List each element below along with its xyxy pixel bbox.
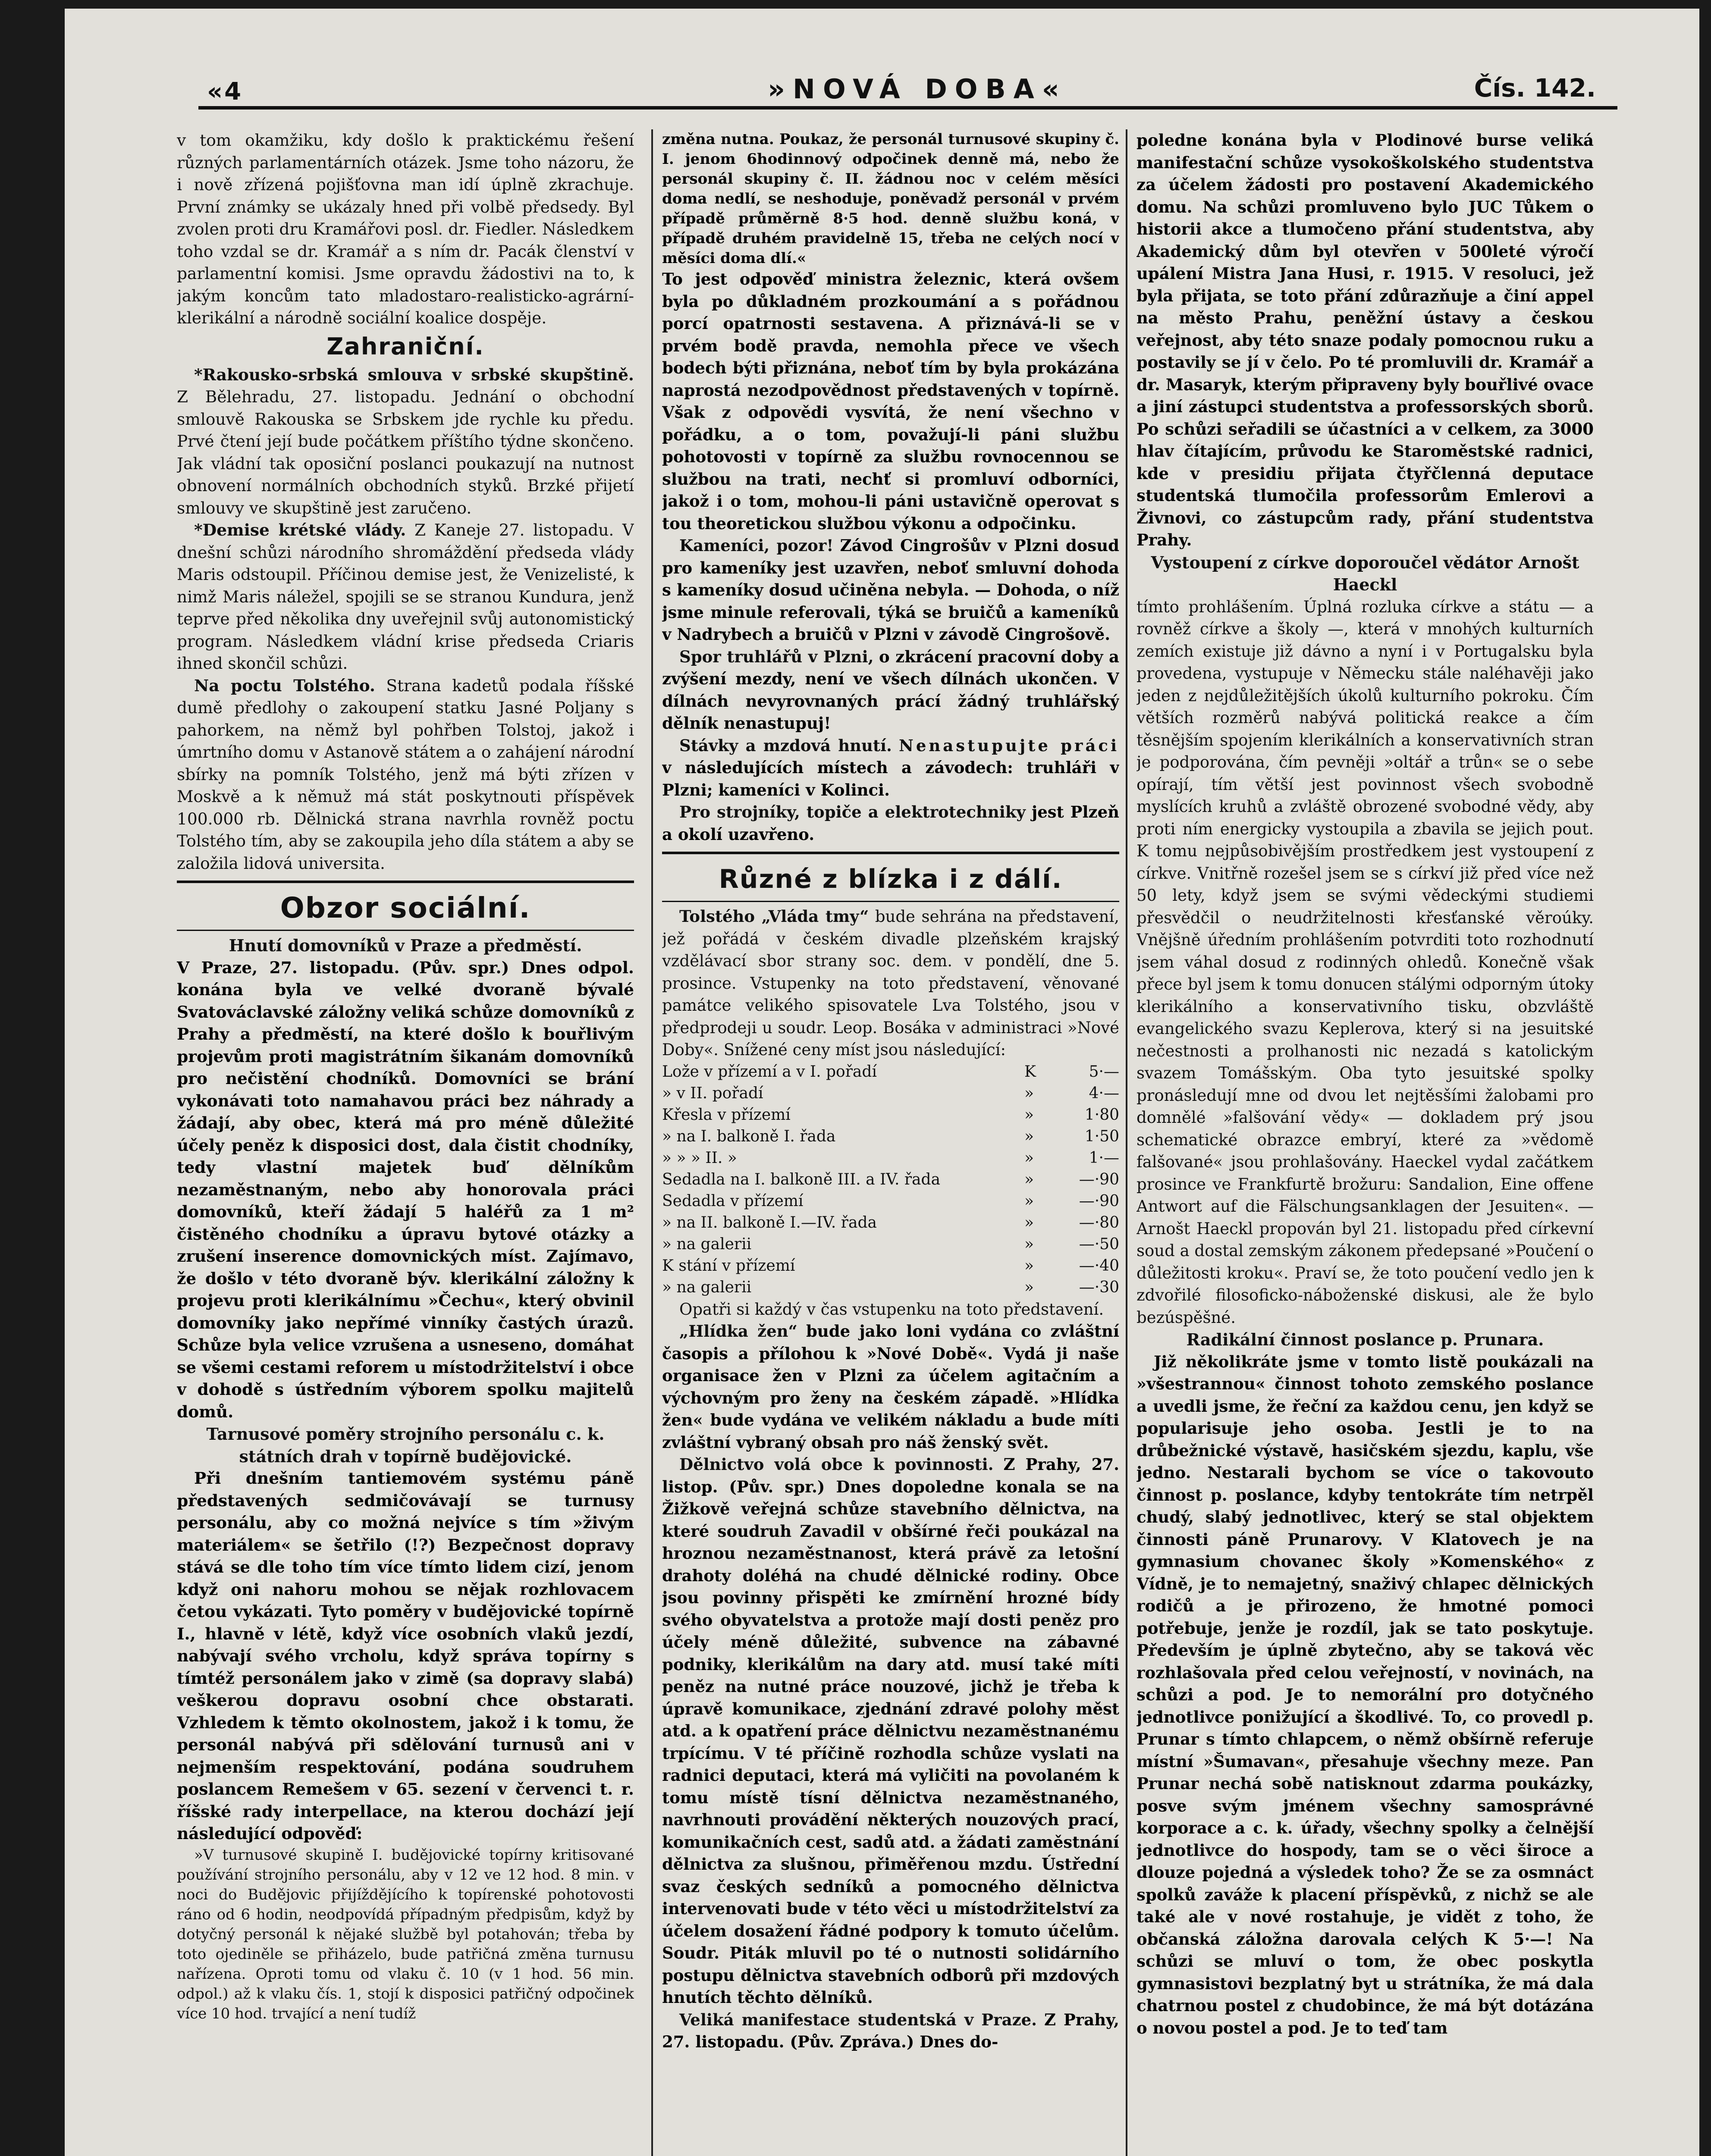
price-value: —·40 xyxy=(1079,1257,1119,1275)
price-currency: » xyxy=(1024,1257,1034,1275)
price-value: —·80 xyxy=(1079,1213,1119,1232)
article-title: Vystoupení z církve doporoučel vědátor Arnošt Haeckl xyxy=(1151,552,1579,594)
article-paragraph: změna nutna. Poukaz, že personál turnusové skupiny č. I. jenom 6hodinnový odpočinek denně má, nebo že personál skupiny č. II. žádnou noc v celém měsíci doma nedlí, se neshoduje, poněvadž personál v prvém případě průměrně 8·5 hod. denně službu koná, v případě druhém pravidelně 15, třeba ne celých nocí v měsíci doma dlí.« xyxy=(662,131,1119,267)
article-text: bude jako loni vydána co zvláštní časopis a přílohou k »Nové Době«. Vydá ji naše organisace žen v Plzni za účelem agitačním a výchovným pro ženy na českém západě. »Hlídka žen« bude vydána ve velikém nákladu a bude míti zvláštní vybraný obsah pro náš ženský svět. xyxy=(662,1322,1119,1452)
price-label: Křesla v přízemí xyxy=(662,1106,791,1124)
price-value: 1·50 xyxy=(1084,1127,1119,1145)
newspaper-title: »NOVÁ DOBA« xyxy=(768,73,1067,105)
price-label: » » » II. » xyxy=(662,1149,737,1167)
article-text: Strana kadetů podala říšské dumě předlohy o zakoupení statku Jasné Poljany s pahorkem, na němž byl pohřben Tolstoj, jakož i úmrtního domu v Astanově státem a o zahájení národní sbírky na pomník Tolstého, jenž má býti zřízen v Moskvě a k němuž má stát poskytnouti příspěvek 100.000 rb. Dělnická strana navrhla rovněž poctu Tolstého tím, aby se zakoupila jeho díla státem a aby se založila lidová universita. xyxy=(177,676,634,873)
price-label: » na II. balkoně I.—IV. řada xyxy=(662,1213,877,1232)
price-row xyxy=(662,1104,1119,1126)
price-currency: » xyxy=(1024,1084,1034,1102)
article-paragraph xyxy=(662,906,1119,1061)
section-divider xyxy=(177,881,634,883)
section-divider xyxy=(662,901,1119,902)
price-currency: » xyxy=(1024,1149,1034,1167)
article-text: bude sehrána na představení, jež pořádá v českém divadle plzeňském krajský vzdělávací sbor strany soc. dem. v pondělí, dne 5. prosince. Vstupenky na toto představení, věnované památce velikého spisovatele Lva Tolstého, jsou v předprodeji u soudr. Leop. Bosáka v administraci »Nové Doby«. Snížené ceny míst jsou následující: xyxy=(662,907,1119,1059)
article-paragraph xyxy=(177,364,634,520)
price-row xyxy=(662,1277,1119,1298)
price-value: —·50 xyxy=(1079,1235,1119,1253)
price-row xyxy=(662,1255,1119,1277)
article-text: v následujících místech a závodech: truhláři v Plzni; kameníci v Kolinci. xyxy=(662,758,1119,799)
article-text: Z Bělehradu, 27. listopadu. Jednání o obchodní smlouvě Rakouska se Srbskem jde rychle ku předu. Prvé čtení její bude počátkem příštího týdne skončeno. Jak vládní tak oposiční poslanci poukazují na nutnost obnovení normálních obchodních styků. Brzké přijetí smlouvy ve skupštině jest zaručeno. xyxy=(177,387,634,517)
price-currency: K xyxy=(1024,1062,1036,1081)
article-text: Z Prahy, 27. listop. (Pův. spr.) Dnes dopoledne konala se na Žižkově veřejná schůze stavebního dělnictva, na které soudruh Zavadil v obšírné řeči poukázal na hroznou nezaměstnanost, která právě za letošní drahoty doléhá na chudé dělnické rodiny. Obce jsou povinny přispěti ke zmírnění hrozné bídy svého obyvatelstva a protože mají dosti peněz pro účely méně důležité, subvence na zábavné podniky, klerikálům na dary atd. musí také míti peněz na nutné práce nouzové, jichž je třeba k úpravě komunikace, zjednání zdravé polohy měst atd. a k opatření práce dělnictvu nezaměstnanému trpícímu. V té příčině rozhodla schůze vyslati na radnici deputaci, která má vyličiti na povolaném k tomu místě tísní dělnictva nezaměstnaného, navrhnouti provádění některých nouzových prací, komunikačních cest, sadů atd. a žádati zaměstnání dělnictva za slušnou, přiměřenou mzdu. Ústřední svaz českých sedníků a pomocného dělnictva intervenovati bude v této věci u místodržitelství za účelem dosažení řádné podpory k tomuto účelům. Soudr. Piták mluvil po té o nutnosti solidárního postupu dělnictva stavebních odborů při mzdových hnutích těchto dělníků. xyxy=(662,1455,1119,2007)
price-value: 1·— xyxy=(1089,1149,1119,1167)
article-paragraph: To jest odpověď ministra železnic, která ovšem byla po důkladném prozkoumání a s pořádnou porcí opatrnosti sestavena. A přiznává-li se v prvém bodě pravda, nemohla přece ve všech bodech býti přiznána, neboť tím by byla prokázána naprostá nezodpovědnost představených v topírně. Však z odpovědi vysvítá, že není všechno v pořádku, a o tom, považují-li páni službu pohotovosti v topírně za službu rovnocennou se službou na trati, nechť si promluví odborníci, jakož i o tom, mohou-li páni ustavičně operovat s tou theoretickou službou výkonu a odpočinku. xyxy=(662,270,1119,533)
article-text: Závod Cingrošův v Plzni dosud pro kameníky jest uzavřen, neboť smluvní dohoda s kameníky dosud učiněna nebyla. — Dohoda, o níž jsme minule referovali, týká se bruičů a kameníků v Nadrybech a bruičů v Plzni v závodě Cingrošově. xyxy=(662,536,1119,644)
price-currency: » xyxy=(1024,1127,1034,1145)
page-header xyxy=(121,65,1600,108)
price-row xyxy=(662,1169,1119,1191)
article-title: Tarnusové poměry strojního personálu c. k. státních drah v topírně budějovické. xyxy=(206,1424,605,1466)
header-rule xyxy=(198,106,1617,110)
header-page-number: «4 xyxy=(207,78,243,106)
article-title: *Rakousko-srbská smlouva v srbské skupštině. xyxy=(194,365,634,384)
section-divider xyxy=(662,852,1119,854)
article-text: o zkrácení pracovní doby a zvýšení mezdy, není ve všech dílnách ukončen. V dílnách nevyrovnaných prácí žádný truhlářský dělník nenastupuj! xyxy=(662,647,1119,733)
price-value: —·90 xyxy=(1079,1192,1119,1210)
article-paragraph xyxy=(177,519,634,675)
article-title: Radikální činnost poslance p. Prunara. xyxy=(1186,1330,1544,1349)
price-label: Lože v přízemí a v I. pořadí xyxy=(662,1062,877,1081)
article-title: Dělnictvo volá obce k povinnosti. xyxy=(679,1455,994,1474)
price-currency: » xyxy=(1024,1106,1034,1124)
article-text: Nenastupujte práci xyxy=(899,736,1119,755)
price-label: K stání v přízemí xyxy=(662,1257,795,1275)
price-row xyxy=(662,1126,1119,1147)
section-heading-foreign: Zahraniční. xyxy=(327,332,484,360)
price-row xyxy=(662,1191,1119,1212)
price-value: 5·— xyxy=(1089,1062,1119,1081)
article-paragraph: poledne konána byla v Plodinové burse veliká manifestační schůze vysokoškolského studentstva za účelem žádosti pro postavení Akademického domu. Na schůzi promluveno bylo JUC Tůkem o historii akce a tlumočeno přání studentstva, aby Akademický dům byl otevřen v 500leté výročí upálení Mistra Jana Husi, r. 1915. V resoluci, jež byla přijata, se toto přání zdůrazňuje a činí appel na město Prahu, peněžní ústavy a českou veřejnost, aby této snaze podaly pomocnou ruku a postavily se jí v čelo. Po té promluvili dr. Kramář a dr. Masaryk, kterým připraveny byly bouřlivé ovace a jiní zástupci studentstva a professorských sborů. Po schůzi seřadili se účastníci a v celkem, za 3000 hlav čítajícím, průvodu ke Staroměstské radnici, kde v presidiu přijata čtyřčlenná deputace studentská tlumočila professorům Emlerovi a Živnovi, co zástupcům rady, přání studentstva Prahy. xyxy=(1136,131,1594,549)
article-paragraph: V Praze, 27. listopadu. (Pův. spr.) Dnes odpol. konána byla ve velké dvoraně bývalé Svatováclavské záložny veliká schůze domovníků z Prahy a předměstí, na které došlo k bouřlivým projevům proti magistrátním šikanám domovníků pro nečistění chodníků. Domovníci se brání vykonávati toto namahavou práci bez náhrady a žádají, aby obec, která má pro méně důležité účely peněz k disposici dost, dala čistit chodníky, tedy vlastní majetek buď dělníkům nezaměstnaným, nebo aby honorovala práci domovníků, kteří žádají 5 haléřů za 1 m² čistěného chodníku a úpravu bytové otázky a zrušení inserence domovnických míst. Zajímavo, že došlo v této dvoraně býv. klerikální záložny k projevu proti klerikálnímu »Čechu«, který obvinil domovníky jako nepřímé vinníky častých úrazů. Schůze byla velice vzrušena a usneseno, domáhat se všemi cestami reforem u místodržitelství i obce v dohodě s ústředním výborem spolku majitelů domů. xyxy=(177,958,634,1421)
article-title: Na poctu Tolstého. xyxy=(194,676,375,695)
price-value: —·90 xyxy=(1079,1170,1119,1188)
article-paragraph xyxy=(662,535,1119,646)
section-heading-misc: Různé z blízka i z dálí. xyxy=(719,864,1063,894)
column-3 xyxy=(1136,129,1594,2156)
price-value: 4·— xyxy=(1089,1084,1119,1102)
price-currency: » xyxy=(1024,1192,1034,1210)
article-title: *Demise krétské vlády. xyxy=(194,520,406,539)
price-label: » na I. balkoně I. řada xyxy=(662,1127,836,1145)
price-label: » na galerii xyxy=(662,1235,752,1253)
article-title: Tolstého „Vláda tmy“ xyxy=(679,907,869,926)
article-paragraph xyxy=(662,801,1119,846)
article-paragraph: v tom okamžiku, kdy došlo k praktickému řešení různých parlamentárních otázek. Jsme toho názoru, že i nově zřízená pojišťovna man idí úplně zkrachuje. První známky se ukázaly hned při volbě předsedy. Byl zvolen proti dru Kramářovi posl. dr. Fiedler. Následkem toho vzdal se dr. Kramář a s ním dr. Pacák členství v parlamentní komisi. Jsme opravdu žádostivi na to, k jakým koncům tato mladostaro-realisticko-agrární-klerikální a národně sociální koalice dospěje. xyxy=(177,131,634,327)
article-title: Veliká manifestace studentská v Praze. xyxy=(679,2010,1037,2029)
price-currency: » xyxy=(1024,1213,1034,1232)
article-paragraph xyxy=(662,1320,1119,1454)
article-paragraph: Již několikráte jsme v tomto listě poukázali na »všestrannou« činnost tohoto zemského poslance a uvedli jsme, že řeční za každou cenu, jen když se popularisuje jeho osoba. Jestli je to na drůbežnické výstavě, hasičském sjezdu, kaplu, vše jedno. Nestarali bychom se více o takovouto činnost p. poslance, kdyby tentokráte tím netrpěl chudý, slabý jednotlivec, který se stal objektem činnosti páně Prunarovy. V Klatovech je na gymnasium chovanec školy »Komenského« z Vídně, je to nemajetný, snaživý chlapec dělnických rodičů a je přirozeno, že hmotné pomoci potřebuje, jenže je rozdíl, jak se tato poskytuje. Především je úplně zbytečno, aby se taková věc rozhlašovala před celou veřejností, v novinách, na schůzi a pod. Je to nemorální pro dotyčného jednotlivce ponižující a škodlivé. To, co provedl p. Prunar s tímto chlapcem, o němž obšírně referuje místní »Šumavan«, přesahuje všechny meze. Pan Prunar nechá sobě natisknout zdarma poukázky, posve svým jménem všechny samosprávné korporace a c. k. úřady, všechny spolky a čelnější jednotlivce do hospody, tam se o věci široce a dlouze pojedná a výsledek toho? Že se za osmnáct spolků zaváže k placení příspěvků, z nichž se ale také ale v nové rostahuje, je vidět z toho, že občanská záložna darovala celých K 5·—! Na schůzi se mluví o tom, že obec poskytla gymnasistovi bezplatný byt u strátníka, že má dala chatrnou postel z chudobince, že má být dotázána o novou postel a pod. Je to teď tam xyxy=(1136,1352,1594,2037)
article-title: Pro strojníky, topiče a elektrotechniky xyxy=(679,802,1026,821)
price-currency: » xyxy=(1024,1278,1034,1296)
article-title: Hnutí domovníků v Praze a předměstí. xyxy=(229,936,582,955)
column-1 xyxy=(177,129,634,2156)
price-label: » na galerii xyxy=(662,1278,752,1296)
ticket-price-table xyxy=(662,1061,1119,1298)
article-title: Kameníci, pozor! xyxy=(679,536,834,555)
article-title: Stávky a mzdová hnutí. xyxy=(679,736,892,755)
article-paragraph: Při dnešním tantiemovém systému páně představených sedmičovávají se turnusy personálu, aby co možná nejvíce s tím »živým materiálem« se šetřilo (!?) Bezpečnost dopravy stává se dle toho tím více tímto lidem cizí, jenom když oni nahoru mohou se nějak rozhlovacem četou vykázati. Tyto poměry v budějovické topírně I., hlavně v létě, když více osobních vlaků jezdí, nabývají svého vrcholu, když správa topírny s tímtéž personálem jako v zimě (sa dopravy slabá) veškerou dopravu osobní chce obstarati. Vzhledem k těmto okolnostem, jakož i k tomu, že personál nabývá při sdělování turnusů ani v nejmenším respektování, podána soudruhem poslancem Remešem v 65. sezení v červenci t. r. říšské rady interpellace, na kterou dochází její následující odpověď: xyxy=(177,1469,634,1843)
price-currency: » xyxy=(1024,1235,1034,1253)
price-value: 1·80 xyxy=(1084,1106,1119,1124)
article-paragraph: »V turnusové skupině I. budějovické topírny kritisované používání strojního personálu, aby v 12 ve 12 hod. 8 min. v noci do Budějovic přijíždějícího k topírenské pohotovosti ráno od 6 hodin, neodpovídá případným předpisům, když by dotyčný personál k nějaké službě byl potahován; třeba by toto ojediněle se přiházelo, bude patřičná změna turnusu nařízena. Oproti tomu od vlaku č. 10 (v 1 hod. 56 min. odpol.) až k vlaku čís. 1, stojí k disposici patřičný odpočinek více 10 hod. trvající a není tudíž xyxy=(177,1846,634,2022)
article-paragraph xyxy=(662,1454,1119,2009)
article-text: Z Prahy, 27. listopadu. (Pův. Zpráva.) Dnes do- xyxy=(662,2010,1119,2051)
article-text: jest Plzeň a okolí uzavřeno. xyxy=(662,802,1119,844)
price-label: Sedadla na I. balkoně III. a IV. řada xyxy=(662,1170,941,1188)
price-row xyxy=(662,1234,1119,1255)
column-2 xyxy=(662,129,1119,2156)
article-title: „Hlídka žen“ xyxy=(679,1322,797,1341)
price-row xyxy=(662,1083,1119,1104)
column-divider-2 xyxy=(1126,129,1127,2156)
article-paragraph: tímto prohlášením. Úplná rozluka církve a státu — a rovněž církve a školy —, která v mnohých kulturních zemích existuje již dávno a nyní i v Portugalsku byla provedena, vystupuje v Německu stále naléhavěji jako jeden z nejdůležitějších úkolů kulturního pokroku. Čím větších rozměrů nabývá politická reakce a čím těsnějším spojením klerikálních a konservativních stran je podporována, čím pevněji »oltář a trůn« se o sebe opírají, tím větší jest povinnost všech svobodně myslících kruhů a zvláště obrozené svobodné vědy, aby proti ním energicky vystoupila a zbavila se jejich pout. K tomu nejpůsobivějším prostředkem jest vystoupení z církve. Vnitřně rozešel jsem se s církví již před více než 50 lety, když jsem se svými vědeckými studiemi přesvědčil o neudržitelnosti křesťanské věroúky. Vnějšně úředním prohlášením potvrditi toto rozhodnutí jsem váhal dosud z rodinných ohledů. Konečně však přece byl jsem k tomu donucen stálými odporným útoky klerikálního a konservativního tisku, obzvláště evangelického svazu Keplerova, který si na jesuitské nečestnosti a prolhanosti nic nezadá s katolickým svazem Tomášským. Oba tyto jesuitské spolky pronásledují mne od dvou let nejtěsšími žalobami pro domnělé »falšování vědy« — dokladem prý jsou schematické obrazce embryí, které za »vědomě falšované« jsou prohlašovány. Haeckel vydal začátkem prosince ve Frankfurtě brožuru: Sandalion, Eine offene Antwort auf die Fälschungsanklagen der Jesuiten«. — Arnošt Haeckl propován byl 21. listopadu před církevní soud a dostal zemským zákonem předepsané »Poučení o důležitosti kroku«. Praví se, že toto poučení vedlo jen k zdvořilé filosoficko-náboženské diskusi, ale že bylo bezúspěšné. xyxy=(1136,597,1594,1327)
article-text: Z Kaneje 27. listopadu. V dnešní schůzi národního shromáždění předseda vlády Maris odstoupil. Příčinou demise jest, že Venizelisté, k nimž Maris náležel, spojili se se stranou Kundura, jenž teprve před několika dny uveřejnil svůj autonomistický program. Následkem vládní krise předseda Criaris ihned skončil schůzi. xyxy=(177,520,634,673)
section-heading-social: Obzor sociální. xyxy=(280,891,531,924)
article-paragraph xyxy=(662,646,1119,735)
article-paragraph: Opatři si každý v čas vstupenku na toto představení. xyxy=(679,1300,1104,1319)
price-row xyxy=(662,1212,1119,1234)
article-paragraph xyxy=(662,2009,1119,2053)
column-divider-1 xyxy=(651,129,653,2156)
price-label: Sedadla v přízemí xyxy=(662,1192,804,1210)
price-label: » v II. pořadí xyxy=(662,1084,763,1102)
article-paragraph xyxy=(662,735,1119,802)
section-divider xyxy=(177,930,634,931)
article-title: Spor truhlářů v Plzni, xyxy=(679,647,874,666)
issue-number: Čís. 142. xyxy=(1474,73,1596,103)
price-row xyxy=(662,1147,1119,1169)
price-currency: » xyxy=(1024,1170,1034,1188)
price-value: —·30 xyxy=(1079,1278,1119,1296)
price-row xyxy=(662,1061,1119,1083)
article-paragraph xyxy=(177,675,634,875)
